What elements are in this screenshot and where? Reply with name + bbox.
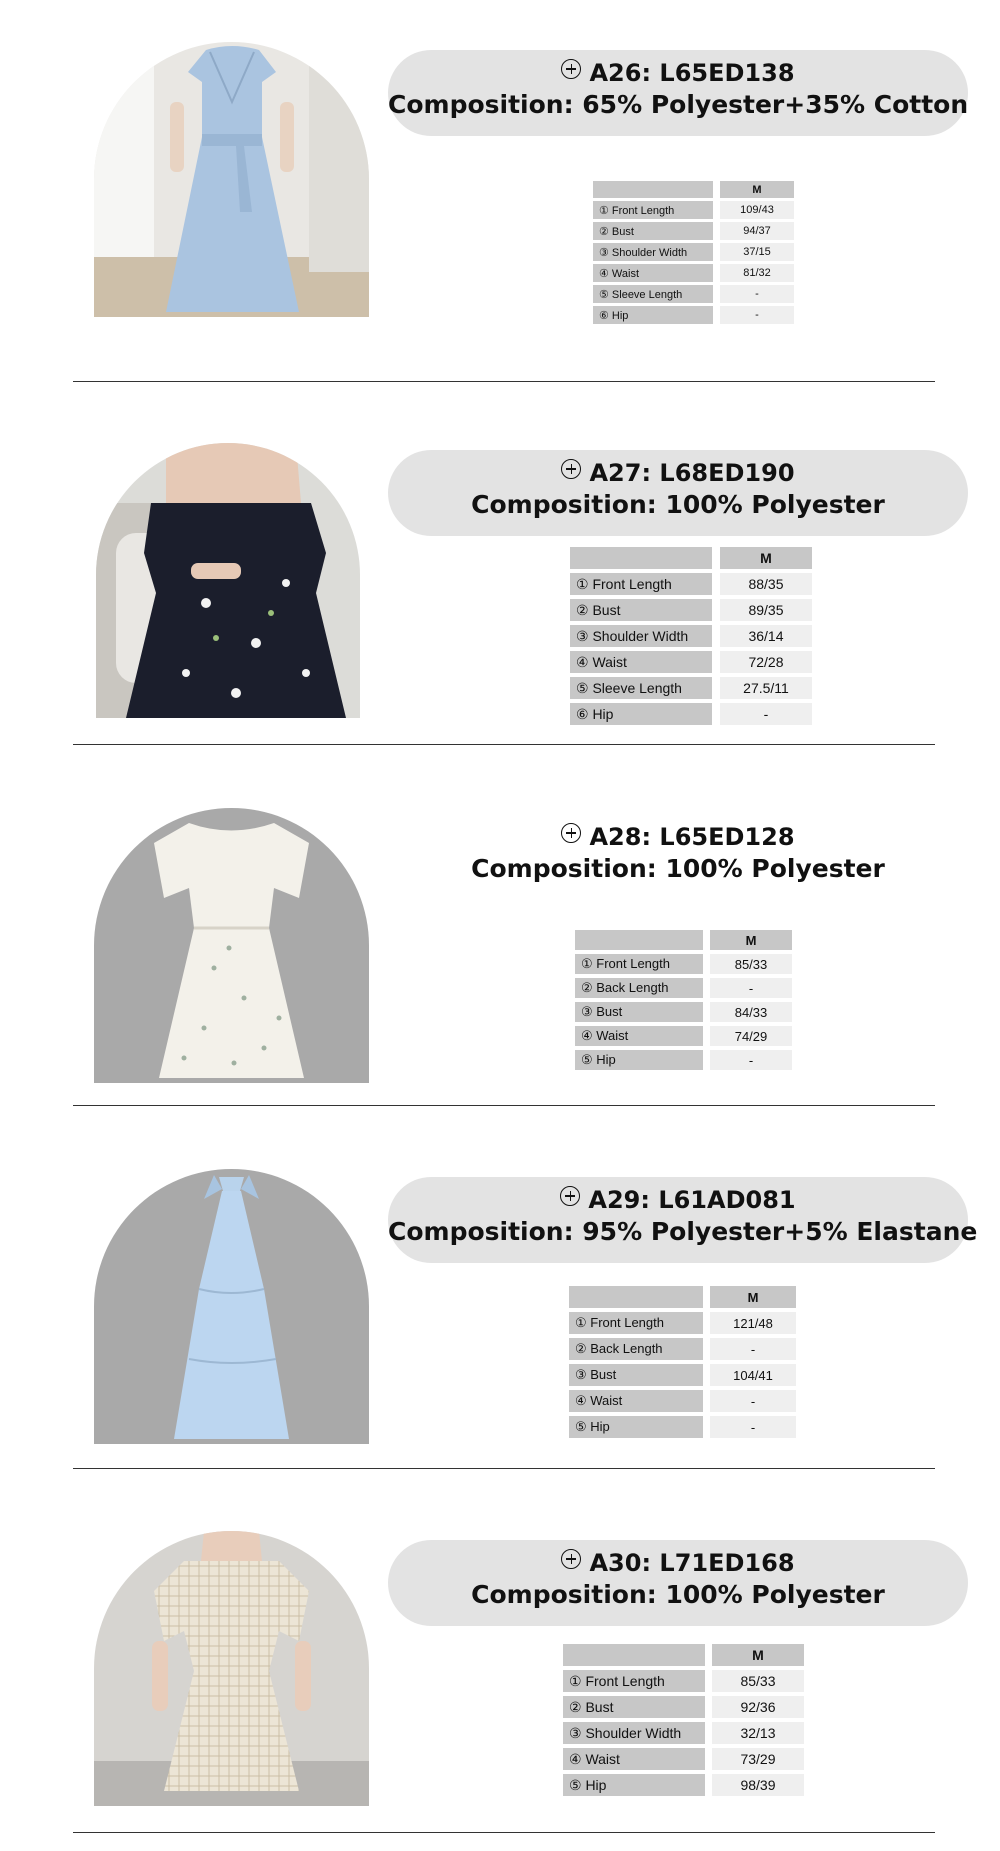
product-photo-black-floral-dress: [96, 443, 360, 718]
measure-label: ④ Waist: [575, 1026, 703, 1046]
measure-label: ④ Waist: [570, 651, 712, 673]
product-code: A29: L61AD081: [588, 1186, 796, 1214]
measure-label: ② Back Length: [575, 978, 703, 998]
measure-value: 85/33: [710, 954, 792, 974]
measure-value: 92/36: [712, 1696, 804, 1718]
measure-value: 74/29: [710, 1026, 792, 1046]
measure-label: ① Front Length: [593, 201, 713, 219]
measure-label: ① Front Length: [569, 1312, 703, 1334]
product-title-box: [388, 814, 968, 900]
product-photo-tweed-dress: [94, 1531, 369, 1806]
measure-value: -: [720, 285, 794, 303]
measure-label: ③ Shoulder Width: [593, 243, 713, 261]
measure-label: ② Bust: [570, 599, 712, 621]
product-photo-white-floral-dress: [94, 808, 369, 1083]
composition-text: Composition: 65% Polyester+35% Cotton: [388, 90, 969, 119]
measure-value: 32/13: [712, 1722, 804, 1744]
size-table: [586, 178, 801, 327]
measure-value: 85/33: [712, 1670, 804, 1692]
measure-value: 98/39: [712, 1774, 804, 1796]
section-divider: [73, 744, 935, 745]
size-table-corner: [593, 181, 713, 198]
product-photo-blue-halter-dress: [94, 1169, 369, 1444]
measure-label: ② Bust: [593, 222, 713, 240]
product-code: A26: L65ED138: [589, 59, 795, 87]
product-code: A30: L71ED168: [589, 1549, 795, 1577]
measure-value: -: [710, 1416, 796, 1438]
size-table: [556, 1640, 811, 1800]
measure-label: ② Back Length: [569, 1338, 703, 1360]
measure-value: 94/37: [720, 222, 794, 240]
size-table: [562, 543, 820, 729]
measure-value: 27.5/11: [720, 677, 812, 699]
measure-label: ⑤ Sleeve Length: [593, 285, 713, 303]
product-title-box: [388, 1177, 978, 1263]
plus-circle-icon: [561, 59, 581, 79]
measure-label: ③ Shoulder Width: [570, 625, 712, 647]
measure-value: 89/35: [720, 599, 812, 621]
plus-circle-icon: [561, 823, 581, 843]
product-title-box: [388, 1540, 968, 1626]
plus-circle-icon: [561, 459, 581, 479]
measure-label: ① Front Length: [563, 1670, 705, 1692]
measure-label: ③ Shoulder Width: [563, 1722, 705, 1744]
composition-text: Composition: 100% Polyester: [471, 854, 885, 883]
measure-value: -: [710, 1338, 796, 1360]
composition-text: Composition: 95% Polyester+5% Elastane: [388, 1217, 978, 1246]
measure-label: ⑥ Hip: [593, 306, 713, 324]
measure-label: ⑤ Hip: [569, 1416, 703, 1438]
size-table: [568, 926, 799, 1074]
measure-label: ① Front Length: [570, 573, 712, 595]
product-photo-blue-wrap-dress: [94, 42, 369, 317]
measure-value: 84/33: [710, 1002, 792, 1022]
plus-circle-icon: [561, 1549, 581, 1569]
measure-value: -: [710, 1390, 796, 1412]
size-column-header: M: [712, 1644, 804, 1666]
size-column-header: M: [720, 547, 812, 569]
section-divider: [73, 1832, 935, 1833]
measure-value: 73/29: [712, 1748, 804, 1770]
product-title-box: [388, 450, 968, 536]
measure-label: ① Front Length: [575, 954, 703, 974]
measure-label: ③ Bust: [569, 1364, 703, 1386]
section-divider: [73, 1105, 935, 1106]
measure-label: ⑥ Hip: [570, 703, 712, 725]
size-table-corner: [570, 547, 712, 569]
measure-value: 104/41: [710, 1364, 796, 1386]
measure-label: ④ Waist: [563, 1748, 705, 1770]
size-column-header: M: [710, 1286, 796, 1308]
size-table-corner: [563, 1644, 705, 1666]
size-column-header: M: [710, 930, 792, 950]
measure-value: 36/14: [720, 625, 812, 647]
section-divider: [73, 1468, 935, 1469]
section-divider: [73, 381, 935, 382]
size-table-corner: [569, 1286, 703, 1308]
measure-label: ⑤ Hip: [563, 1774, 705, 1796]
measure-label: ⑤ Hip: [575, 1050, 703, 1070]
measure-value: -: [720, 306, 794, 324]
measure-label: ⑤ Sleeve Length: [570, 677, 712, 699]
measure-value: 88/35: [720, 573, 812, 595]
size-table-corner: [575, 930, 703, 950]
product-title-box: [388, 50, 968, 136]
product-code: A27: L68ED190: [589, 459, 795, 487]
measure-label: ④ Waist: [593, 264, 713, 282]
measure-value: 109/43: [720, 201, 794, 219]
measure-value: -: [720, 703, 812, 725]
measure-value: 72/28: [720, 651, 812, 673]
measure-value: 121/48: [710, 1312, 796, 1334]
size-column-header: M: [720, 181, 794, 198]
composition-text: Composition: 100% Polyester: [471, 490, 885, 519]
measure-value: -: [710, 1050, 792, 1070]
measure-label: ③ Bust: [575, 1002, 703, 1022]
plus-circle-icon: [560, 1186, 580, 1206]
composition-text: Composition: 100% Polyester: [471, 1580, 885, 1609]
measure-label: ④ Waist: [569, 1390, 703, 1412]
measure-label: ② Bust: [563, 1696, 705, 1718]
measure-value: 37/15: [720, 243, 794, 261]
product-code: A28: L65ED128: [589, 823, 795, 851]
size-table: [562, 1282, 803, 1442]
measure-value: 81/32: [720, 264, 794, 282]
measure-value: -: [710, 978, 792, 998]
